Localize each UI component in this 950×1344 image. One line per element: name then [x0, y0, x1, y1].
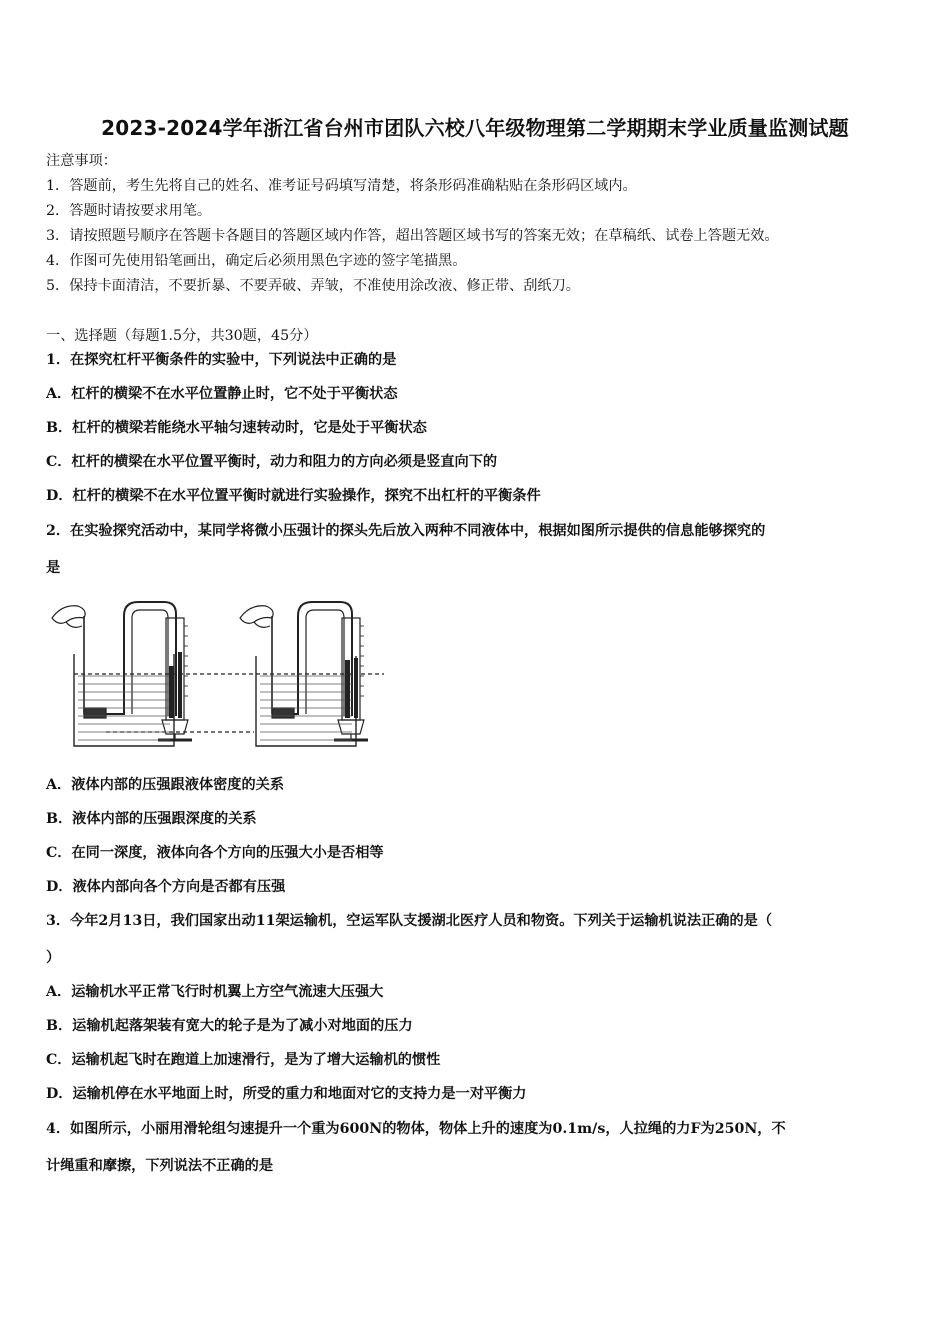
notice-item: 3．请按照题号顺序在答题卡各题目的答题区域内作答，超出答题区域书写的答案无效；在草稿纸、试卷上答题无效。: [46, 228, 779, 244]
question-1-option-d: D．杠杆的横梁不在水平位置平衡时就进行实验操作，探究不出杠杆的平衡条件: [46, 488, 541, 504]
question-2-option-a: A．液体内部的压强跟液体密度的关系: [46, 777, 285, 793]
notice-item: 5．保持卡面清洁，不要折暴、不要弄破、弄皱，不准使用涂改液、修正带、刮纸刀。: [46, 278, 580, 294]
question-3-stem: 3．今年2月13日，我们国家出动11架运输机，空运军队支援湖北医疗人员和物资。下列关于运输机说法正确的是（: [46, 913, 773, 929]
question-2-option-c: C．在同一深度，液体向各个方向的压强大小是否相等: [46, 845, 384, 861]
hand-icon: [52, 606, 85, 624]
question-1-stem: 1．在探究杠杆平衡条件的实验中，下列说法中正确的是: [46, 352, 397, 368]
question-3-option-c: C．运输机起飞时在跑道上加速滑行，是为了增大运输机的惯性: [46, 1052, 441, 1068]
question-3-option-b: B．运输机起落架装有宽大的轮子是为了减小对地面的压力: [46, 1018, 413, 1034]
notice-heading: 注意事项：: [46, 153, 117, 169]
question-3-option-a: A．运输机水平正常飞行时机翼上方空气流速大压强大: [46, 984, 384, 1000]
question-1-option-b: B．杠杆的横梁若能绕水平轴匀速转动时，它是处于平衡状态: [46, 420, 427, 436]
question-1-option-c: C．杠杆的横梁在水平位置平衡时，动力和阻力的方向必须是竖直向下的: [46, 454, 498, 470]
question-2-option-d: D．液体内部向各个方向是否都有压强: [46, 879, 286, 895]
question-4-stem: 4．如图所示，小丽用滑轮组匀速提升一个重为600N的物体，物体上升的速度为0.1m/s，人拉绳的力F为250N，不: [46, 1121, 786, 1137]
notice-item: 2．答题时请按要求用笔。: [46, 203, 212, 219]
question-2-stem-cont: 是: [46, 560, 61, 576]
page-title: 2023-2024学年浙江省台州市团队六校八年级物理第二学期期末学业质量监测试题: [101, 116, 849, 140]
question-2-stem: 2．在实验探究活动中，某同学将微小压强计的探头先后放入两种不同液体中，根据如图所示提供的信息能够探究的: [46, 523, 766, 539]
notice-item: 4．作图可先使用铅笔画出，确定后必须用黑色字迹的签字笔描黑。: [46, 253, 467, 269]
question-3-stem-cont: ）: [46, 950, 61, 966]
question-3-option-d: D．运输机停在水平地面上时，所受的重力和地面对它的支持力是一对平衡力: [46, 1086, 527, 1102]
question-2-option-b: B．液体内部的压强跟深度的关系: [46, 811, 257, 827]
question-4-stem-cont: 计绳重和摩擦，下列说法不正确的是: [46, 1158, 274, 1174]
question-1-option-a: A．杠杆的横梁不在水平位置静止时，它不处于平衡状态: [46, 386, 398, 402]
notice-item: 1．答题前，考生先将自己的姓名、准考证号码填写清楚，将条形码准确粘贴在条形码区域内。: [46, 178, 637, 194]
pressure-gauge-figure: [44, 596, 394, 756]
section-heading: 一、选择题（每题1.5分，共30题，45分）: [46, 328, 318, 344]
